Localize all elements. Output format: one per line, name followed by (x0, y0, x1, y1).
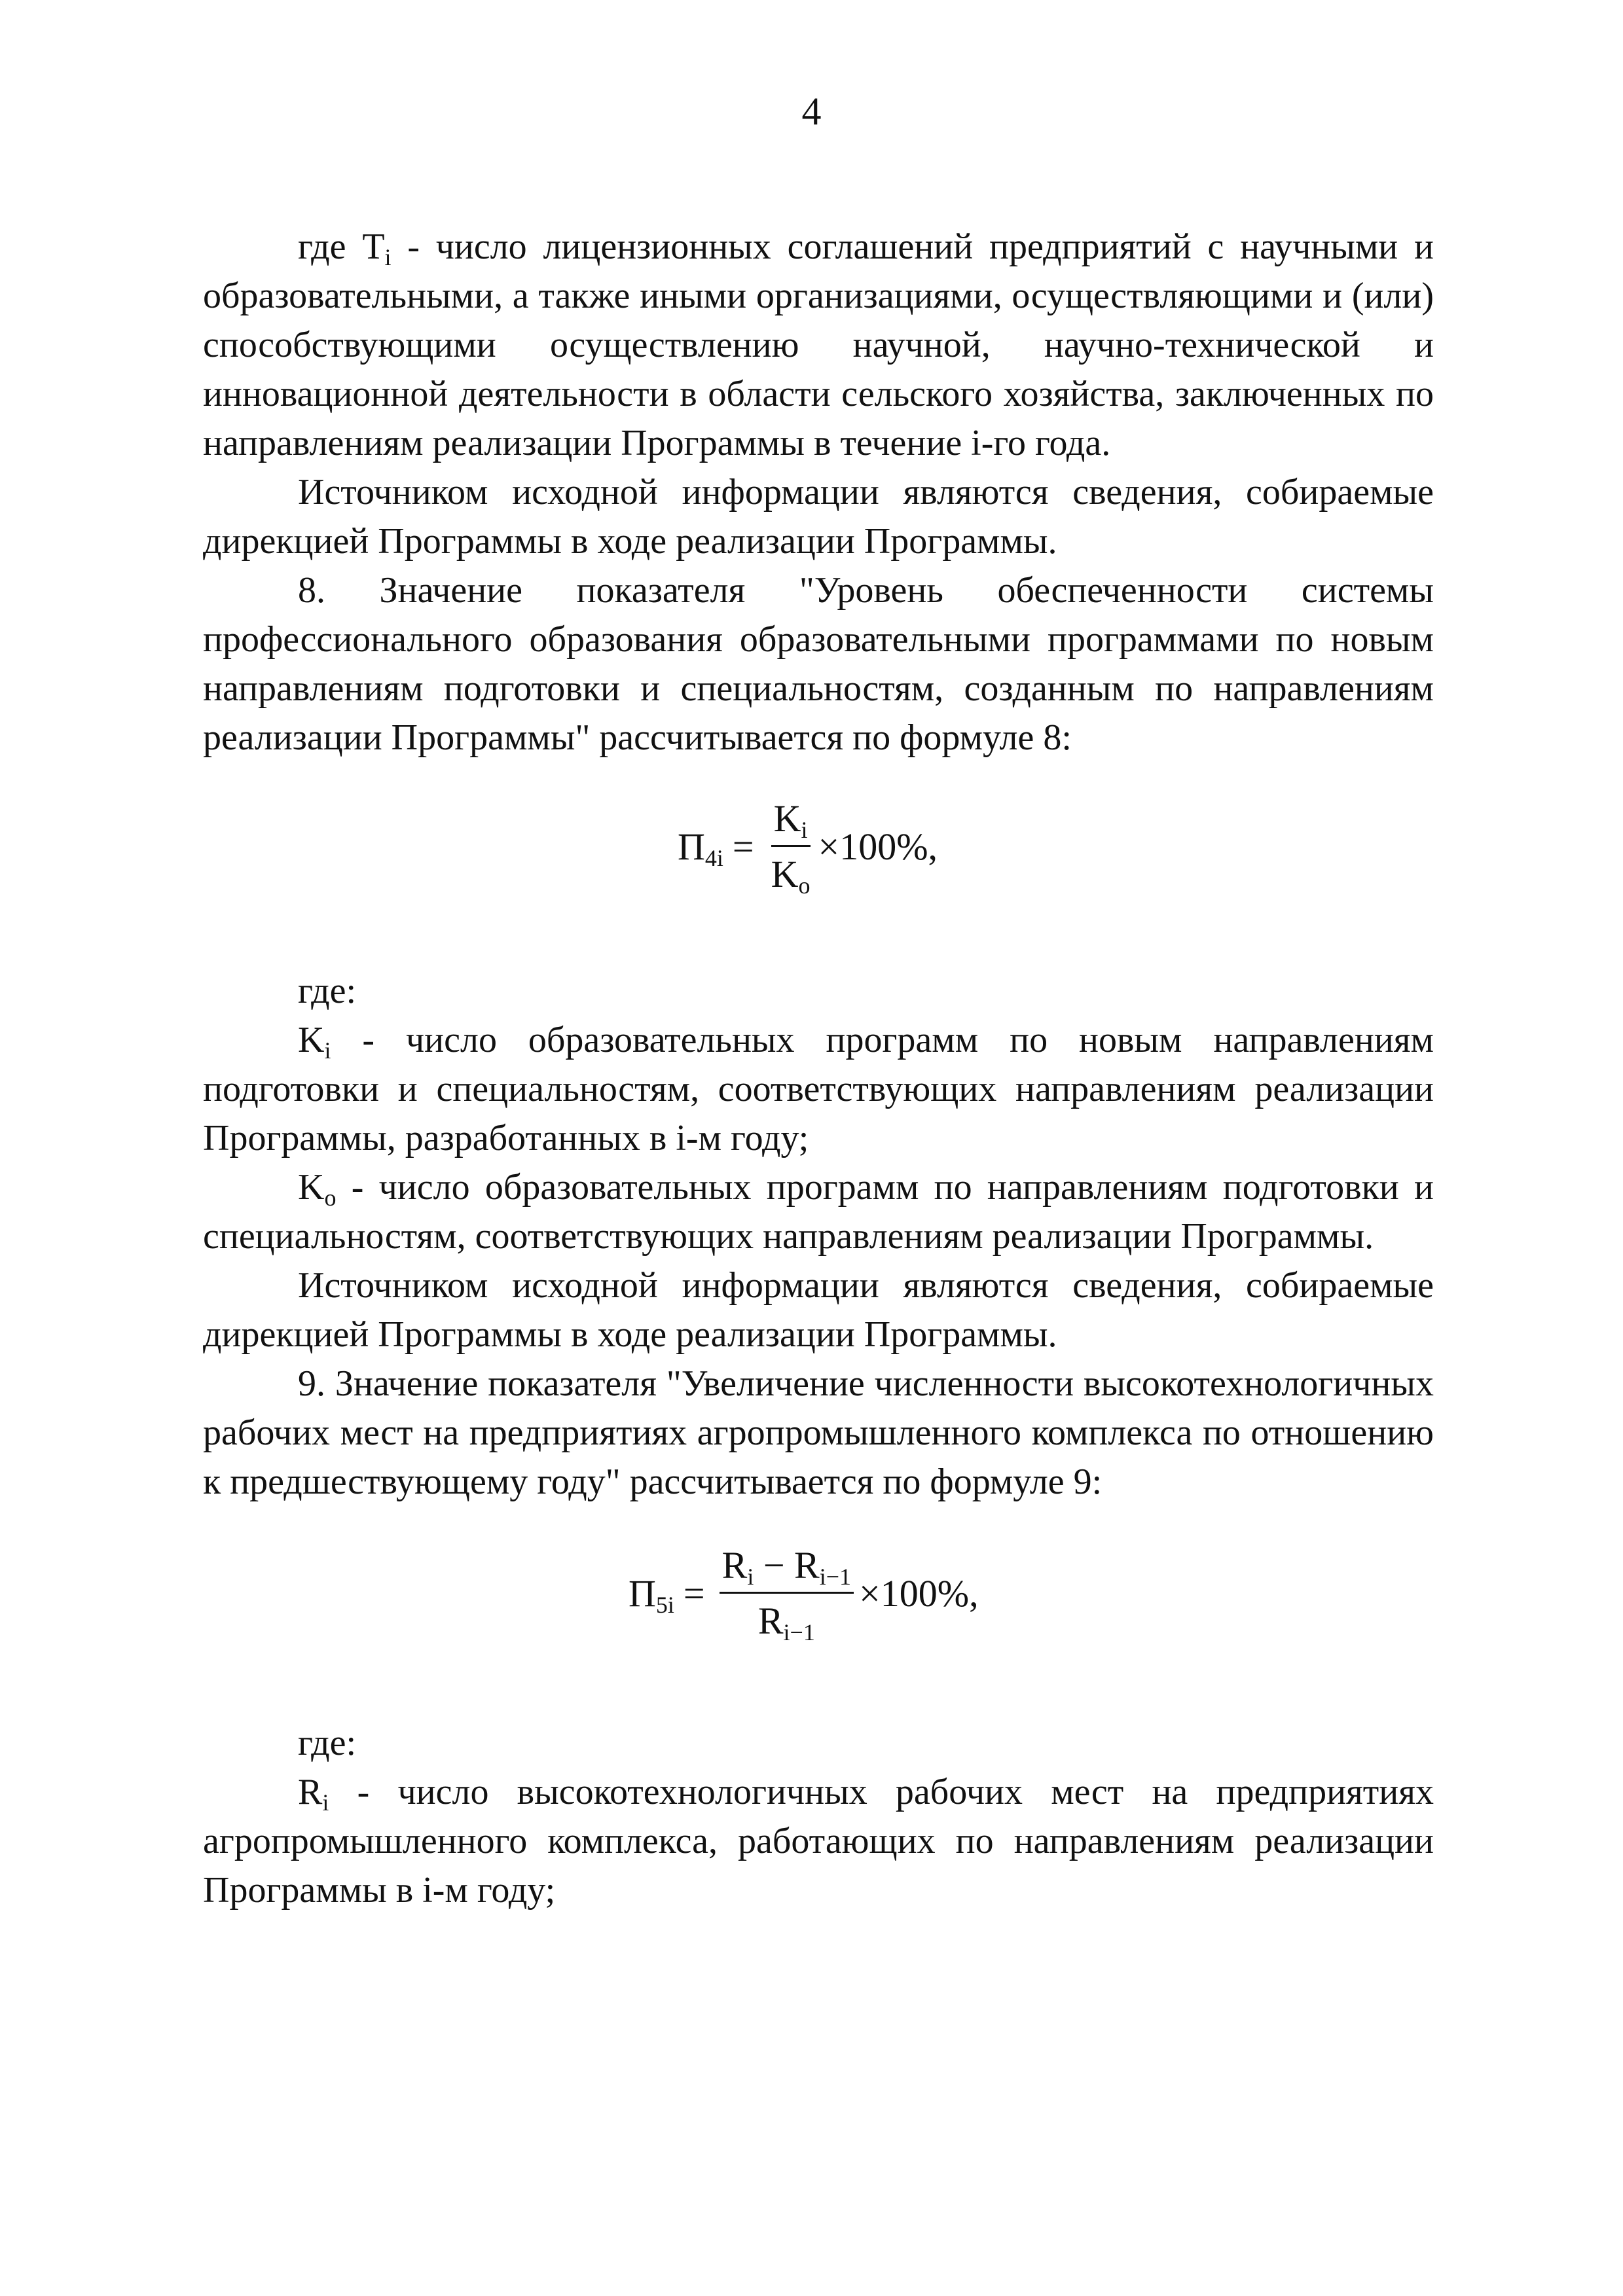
variable-t-subscript: i (384, 244, 392, 270)
ki-definition-text: - число образовательных программ по новым направлениям подготовки и специальностям, соответствующих направлениям реализации Программы, разработанных в i-м году; (203, 1020, 1434, 1158)
formula-8-numerator: $K_i$ (771, 795, 811, 847)
ri-definition-text: - число высокотехнологичных рабочих мест на предприятиях агропромышленного комплекса, работающих по направлениям реализации Программы в i-м году; (203, 1772, 1434, 1910)
variable-r-subscript: i (322, 1789, 329, 1816)
formula-8-expression (678, 795, 938, 898)
variable-k-subscript: i (324, 1037, 331, 1064)
formula-8-denominator: $K_o$ (771, 853, 811, 899)
paragraph-ri-definition (203, 1768, 1434, 1915)
paragraph-ki-definition (203, 1016, 1434, 1163)
variable-ko-subscript: o (324, 1185, 337, 1211)
variable-t: T (362, 226, 385, 267)
paragraph-info-source-2: Источником исходной информации являются сведения, собираемые дирекцией Программы в ходе реализации Программы. (203, 1265, 1434, 1355)
variable-k: K (298, 1020, 325, 1060)
document-body (203, 223, 1434, 1915)
formula-8-lhs: $П_{4i}$ (678, 825, 723, 871)
formula-9 (203, 1534, 1434, 1679)
formula-8-fraction (769, 795, 813, 898)
formula-9-numerator: $R_i - R_{i-1}$ (720, 1542, 854, 1594)
paragraph-indicator-8: 8. Значение показателя "Уровень обеспеченности системы профессионального образования образовательными программами по новым направлениям подготовки и специальностям, созданным по направлениям реализации Программы" рассчитывается по формуле 8: (203, 570, 1434, 758)
formula-9-denominator: $R_{i-1}$ (757, 1600, 815, 1645)
formula-8 (203, 787, 1434, 933)
formula-9-equals: = (683, 1572, 705, 1615)
formula-8-equals: = (732, 825, 754, 868)
formula-9-fraction (720, 1542, 854, 1645)
paragraph-info-source-1: Источником исходной информации являются сведения, собираемые дирекцией Программы в ходе реализации Программы. (203, 472, 1434, 562)
where-label-9: где: (298, 1723, 357, 1763)
formula-9-lhs: $П_{5i}$ (629, 1572, 674, 1618)
formula-8-multiplier: ×100%, (818, 825, 938, 868)
variable-ko: K (298, 1167, 325, 1208)
where-prefix: где (298, 226, 363, 267)
page-number: 4 (801, 90, 822, 133)
formula-9-multiplier: ×100%, (859, 1572, 979, 1615)
ti-definition-text: - число лицензионных соглашений предприятий с научными и образовательными, а также иными организациями, осуществляющими и (или) способствующими осуществлению научной, научно-технической и инновационной деятельности в области сельского хозяйства, заключенных по направлениям реализации Программы в течение i-го года. (203, 226, 1434, 463)
formula-9-expression (629, 1542, 979, 1645)
where-label-8: где: (298, 971, 357, 1011)
ko-definition-text: - число образовательных программ по направлениям подготовки и специальностям, соответствующих направлениям реализации Программы. (203, 1167, 1434, 1257)
variable-r: R (298, 1772, 323, 1812)
paragraph-indicator-9: 9. Значение показателя "Увеличение численности высокотехнологичных рабочих мест на предприятиях агропромышленного комплекса по отношению к предшествующему году" рассчитывается по формуле 9: (203, 1363, 1434, 1502)
paragraph-ti-definition (203, 223, 1434, 468)
paragraph-ko-definition (203, 1163, 1434, 1261)
